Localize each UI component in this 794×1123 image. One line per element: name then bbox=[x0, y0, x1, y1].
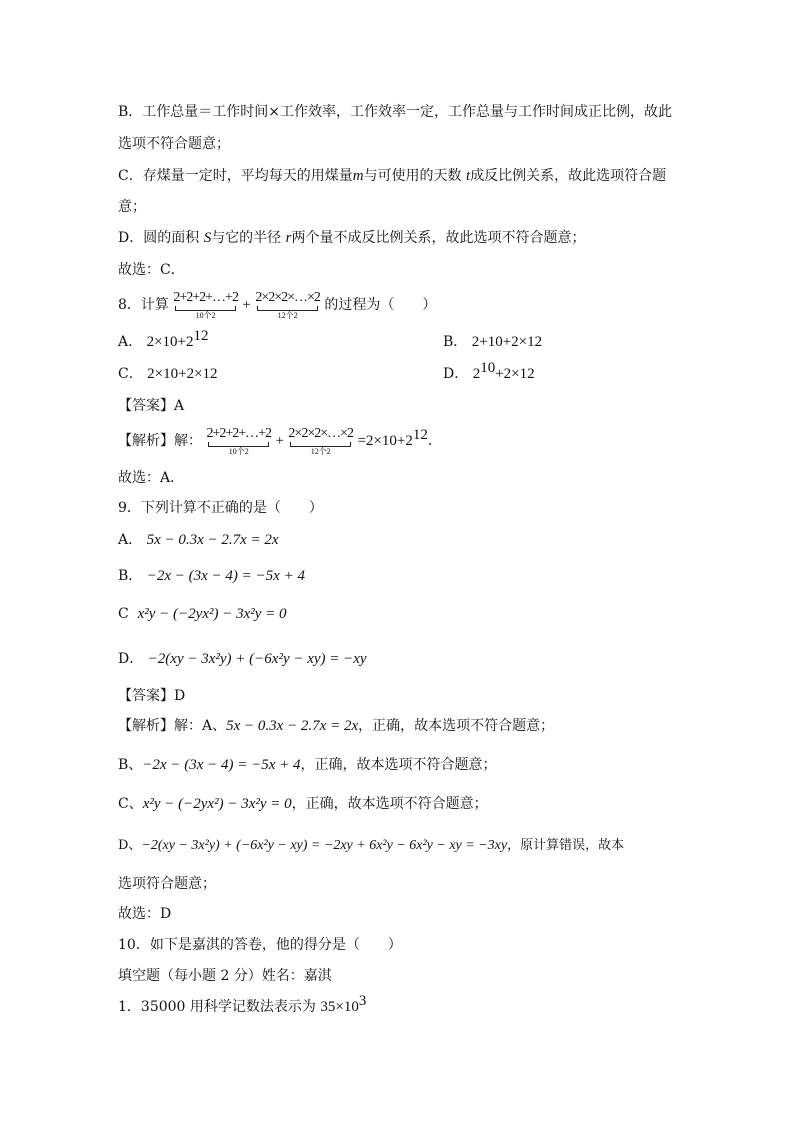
answer-tag: 【答案】 bbox=[118, 688, 174, 704]
text: 与它的半径 bbox=[211, 230, 282, 246]
analysis-repeated-product-label: 12个2 bbox=[310, 447, 331, 456]
question-8-stem-end: 的过程为（ ） bbox=[324, 297, 437, 313]
question-8-label: 8．计算 bbox=[118, 297, 169, 313]
question-10-subtitle: 填空题（每小题 2 分）姓名：嘉淇 bbox=[118, 968, 332, 984]
repeated-product-top: 2×2×2×…×2 bbox=[255, 290, 320, 305]
option-c-explanation-line2: 意； bbox=[118, 199, 146, 215]
question-9-answer bbox=[118, 686, 185, 706]
analysis-d-prefix: D、 bbox=[118, 838, 142, 853]
repeated-product-label: 12个2 bbox=[277, 311, 298, 320]
option-d-rest: +2×12 bbox=[495, 366, 535, 382]
analysis-result: =2×10+2 bbox=[357, 433, 413, 449]
item-1-exponent: 3 bbox=[358, 993, 367, 1009]
option-d-label: D． bbox=[443, 366, 469, 382]
variable-t: t bbox=[466, 168, 471, 184]
option-b-label: B． bbox=[443, 334, 468, 350]
question-9-analysis-a bbox=[118, 716, 554, 736]
question-8-option-a bbox=[118, 328, 209, 352]
option-b-label: B． bbox=[118, 568, 143, 584]
analysis-repeated-sum bbox=[206, 426, 271, 456]
option-d-label: D． bbox=[118, 651, 144, 667]
question-8-option-b bbox=[443, 332, 542, 352]
option-b-explanation-line1: B．工作总量＝工作时间×工作效率，工作效率一定，工作总量与工作时间成正比例，故此 bbox=[118, 104, 673, 120]
option-c-label: C． bbox=[118, 366, 143, 382]
option-b-expression: −2x − (3x − 4) = −5x + 4 bbox=[146, 568, 305, 584]
question-9-analysis-b bbox=[118, 755, 497, 775]
answer-tag: 【答案】 bbox=[118, 398, 174, 414]
text: 成反比例关系，故此选项符合题 bbox=[470, 168, 667, 184]
analysis-exponent: 12 bbox=[412, 427, 428, 443]
repeated-sum-top: 2+2+2+…+2 bbox=[173, 290, 238, 305]
question-10-item-1 bbox=[118, 993, 367, 1017]
analysis-end: ． bbox=[427, 433, 442, 449]
text: D．圆的面积 bbox=[118, 230, 200, 246]
question-9-option-a bbox=[118, 530, 279, 550]
item-1-expression: 35×10 bbox=[320, 999, 359, 1015]
analysis-tag: 【解析】 bbox=[118, 433, 174, 449]
choose-answer-c: 故选：C． bbox=[118, 262, 185, 278]
option-c-expression: x²y − (−2yx²) − 3x²y = 0 bbox=[137, 606, 287, 622]
question-9-analysis-d bbox=[118, 836, 624, 856]
question-9-option-b bbox=[118, 566, 305, 586]
question-8-analysis bbox=[118, 426, 442, 456]
option-d-exponent: 10 bbox=[480, 360, 496, 376]
analysis-b-prefix: B、 bbox=[118, 757, 143, 773]
analysis-tag: 【解析】 bbox=[118, 718, 174, 734]
question-8-option-c bbox=[118, 364, 218, 384]
option-c-label: C bbox=[118, 606, 129, 622]
option-b-explanation-line2: 选项不符合题意； bbox=[118, 136, 230, 152]
question-8-option-d bbox=[443, 360, 535, 384]
option-c-explanation-line1 bbox=[118, 166, 666, 186]
option-d-base: 2 bbox=[472, 366, 481, 382]
text: C．存煤量一定时，平均每天的用煤量 bbox=[118, 168, 353, 184]
question-8-stem bbox=[118, 290, 436, 320]
analysis-d-expression: −2(xy − 3x²y) + (−6x²y − xy) = −2xy + 6x²y − 6x²y − xy = −3xy bbox=[141, 838, 508, 853]
variable-s: S bbox=[203, 230, 212, 246]
option-d-explanation bbox=[118, 228, 585, 248]
analysis-c-expression: x²y − (−2yx²) − 3x²y = 0 bbox=[142, 796, 292, 812]
option-a-expression: 2×10+2 bbox=[146, 334, 194, 350]
analysis-c-prefix: C、 bbox=[118, 796, 143, 812]
option-a-label: A． bbox=[118, 334, 143, 350]
repeated-sum-label: 10个2 bbox=[195, 311, 216, 320]
variable-m: m bbox=[352, 168, 364, 184]
plus-sign: + bbox=[242, 297, 251, 313]
analysis-prefix: 解： bbox=[174, 433, 202, 449]
text: 两个量不成反比例关系，故此选项不符合题意； bbox=[291, 230, 586, 246]
item-1-text: 1．35000 用科学记数法表示为 bbox=[118, 999, 316, 1015]
question-9-option-d bbox=[118, 649, 367, 669]
choose-answer-d: 故选：D bbox=[118, 906, 172, 922]
analysis-repeated-sum-label: 10个2 bbox=[228, 447, 249, 456]
variable-r: r bbox=[285, 230, 292, 246]
analysis-d-conclusion: ，原计算错误，故本 bbox=[507, 838, 625, 853]
answer-value: D bbox=[174, 688, 186, 704]
question-9-option-c bbox=[118, 604, 287, 624]
answer-value: A bbox=[174, 398, 185, 414]
question-10-stem: 10．如下是嘉淇的答卷，他的得分是（ ） bbox=[118, 937, 402, 953]
analysis-repeated-product-top: 2×2×2×…×2 bbox=[288, 426, 354, 441]
analysis-b-expression: −2x − (3x − 4) = −5x + 4 bbox=[142, 757, 301, 773]
question-9-analysis-d-line2: 选项符合题意； bbox=[118, 876, 216, 892]
analysis-a-prefix: 解：A、 bbox=[174, 718, 227, 734]
analysis-repeated-sum-top: 2+2+2+…+2 bbox=[206, 426, 272, 441]
question-9-stem: 9．下列计算不正确的是（ ） bbox=[118, 500, 323, 516]
repeated-sum-expression bbox=[173, 290, 238, 320]
plus-sign: + bbox=[275, 433, 284, 449]
text: 与可使用的天数 bbox=[363, 168, 462, 184]
option-c-expression: 2×10+2×12 bbox=[147, 366, 218, 382]
question-8-answer bbox=[118, 396, 184, 416]
option-a-exponent: 12 bbox=[193, 328, 209, 344]
analysis-a-expression: 5x − 0.3x − 2.7x = 2x bbox=[226, 718, 359, 734]
analysis-b-conclusion: ，正确，故本选项不符合题意； bbox=[300, 757, 497, 773]
repeated-product-expression bbox=[255, 290, 320, 320]
option-b-expression: 2+10+2×12 bbox=[471, 334, 543, 350]
choose-answer-a: 故选：A． bbox=[118, 470, 185, 486]
option-a-label: A． bbox=[118, 532, 143, 548]
analysis-repeated-product bbox=[288, 426, 353, 456]
option-a-expression: 5x − 0.3x − 2.7x = 2x bbox=[146, 532, 279, 548]
analysis-c-conclusion: ，正确，故本选项不符合题意； bbox=[291, 796, 488, 812]
analysis-a-conclusion: ，正确，故本选项不符合题意； bbox=[358, 718, 555, 734]
question-9-analysis-c bbox=[118, 794, 488, 814]
option-d-expression: −2(xy − 3x²y) + (−6x²y − xy) = −xy bbox=[147, 651, 367, 667]
